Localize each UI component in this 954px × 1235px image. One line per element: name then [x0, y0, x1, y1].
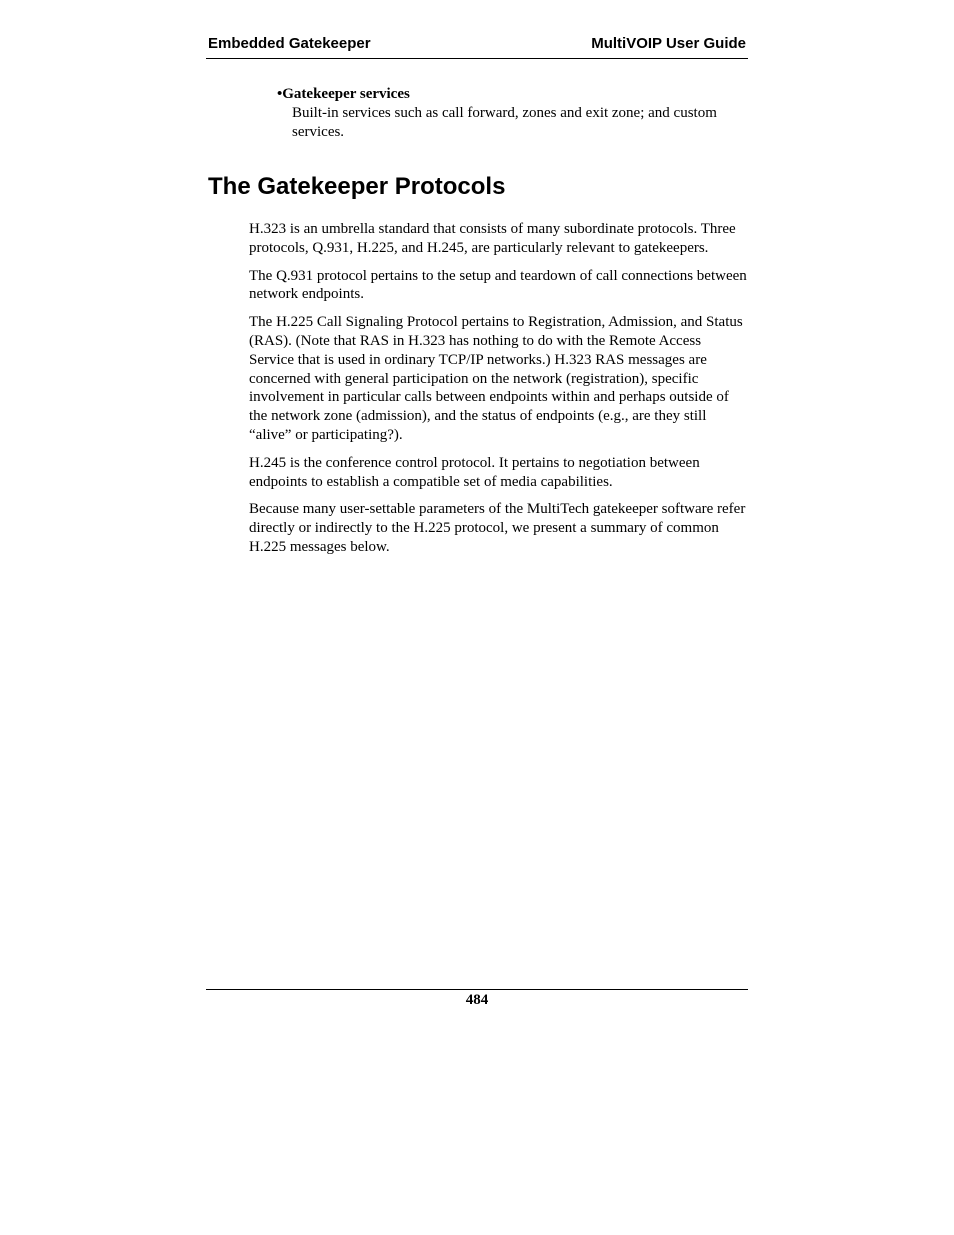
header-guide-title: MultiVOIP User Guide	[591, 35, 746, 52]
section-title: The Gatekeeper Protocols	[208, 173, 506, 200]
header-chapter-title: Embedded Gatekeeper	[208, 35, 371, 52]
footer-divider	[206, 989, 748, 990]
paragraph-summary-intro: Because many user-settable parameters of the MultiTech gatekeeper software refer directly or indirectly to the H.225 protocol, we present a summary of common H.225 messages below.	[249, 501, 746, 555]
page-header	[206, 33, 748, 59]
bullet-description: Built-in services such as call forward, zones and exit zone; and custom services.	[292, 105, 717, 140]
paragraph-h323-overview: H.323 is an umbrella standard that consists of many subordinate protocols. Three protocols, Q.931, H.225, and H.245, are particularly relevant to gatekeepers.	[249, 221, 736, 256]
section-body	[249, 220, 749, 566]
paragraph-h225: The H.225 Call Signaling Protocol pertains to Registration, Admission, and Status (RAS). (Note that RAS in H.323 has nothing to do with the Remote Access Service that is used in ordinary TCP/IP networks.) H.323 RAS messages are concerned with general participation on the network (registration), specific involvement in particular calls between endpoints within and perhaps outside of the network zone (admission), and the status of endpoints (e.g., are they still “alive” or participating?).	[249, 314, 743, 443]
bullet-title: •Gatekeeper services	[277, 86, 410, 102]
page-number: 484	[465, 992, 489, 1008]
paragraph-h245: H.245 is the conference control protocol. It pertains to negotiation between endpoints to establish a compatible set of media capabilities.	[249, 454, 700, 490]
gatekeeper-services-bullet	[277, 85, 747, 142]
paragraph-q931: The Q.931 protocol pertains to the setup and teardown of call connections between network endpoints.	[249, 267, 747, 303]
